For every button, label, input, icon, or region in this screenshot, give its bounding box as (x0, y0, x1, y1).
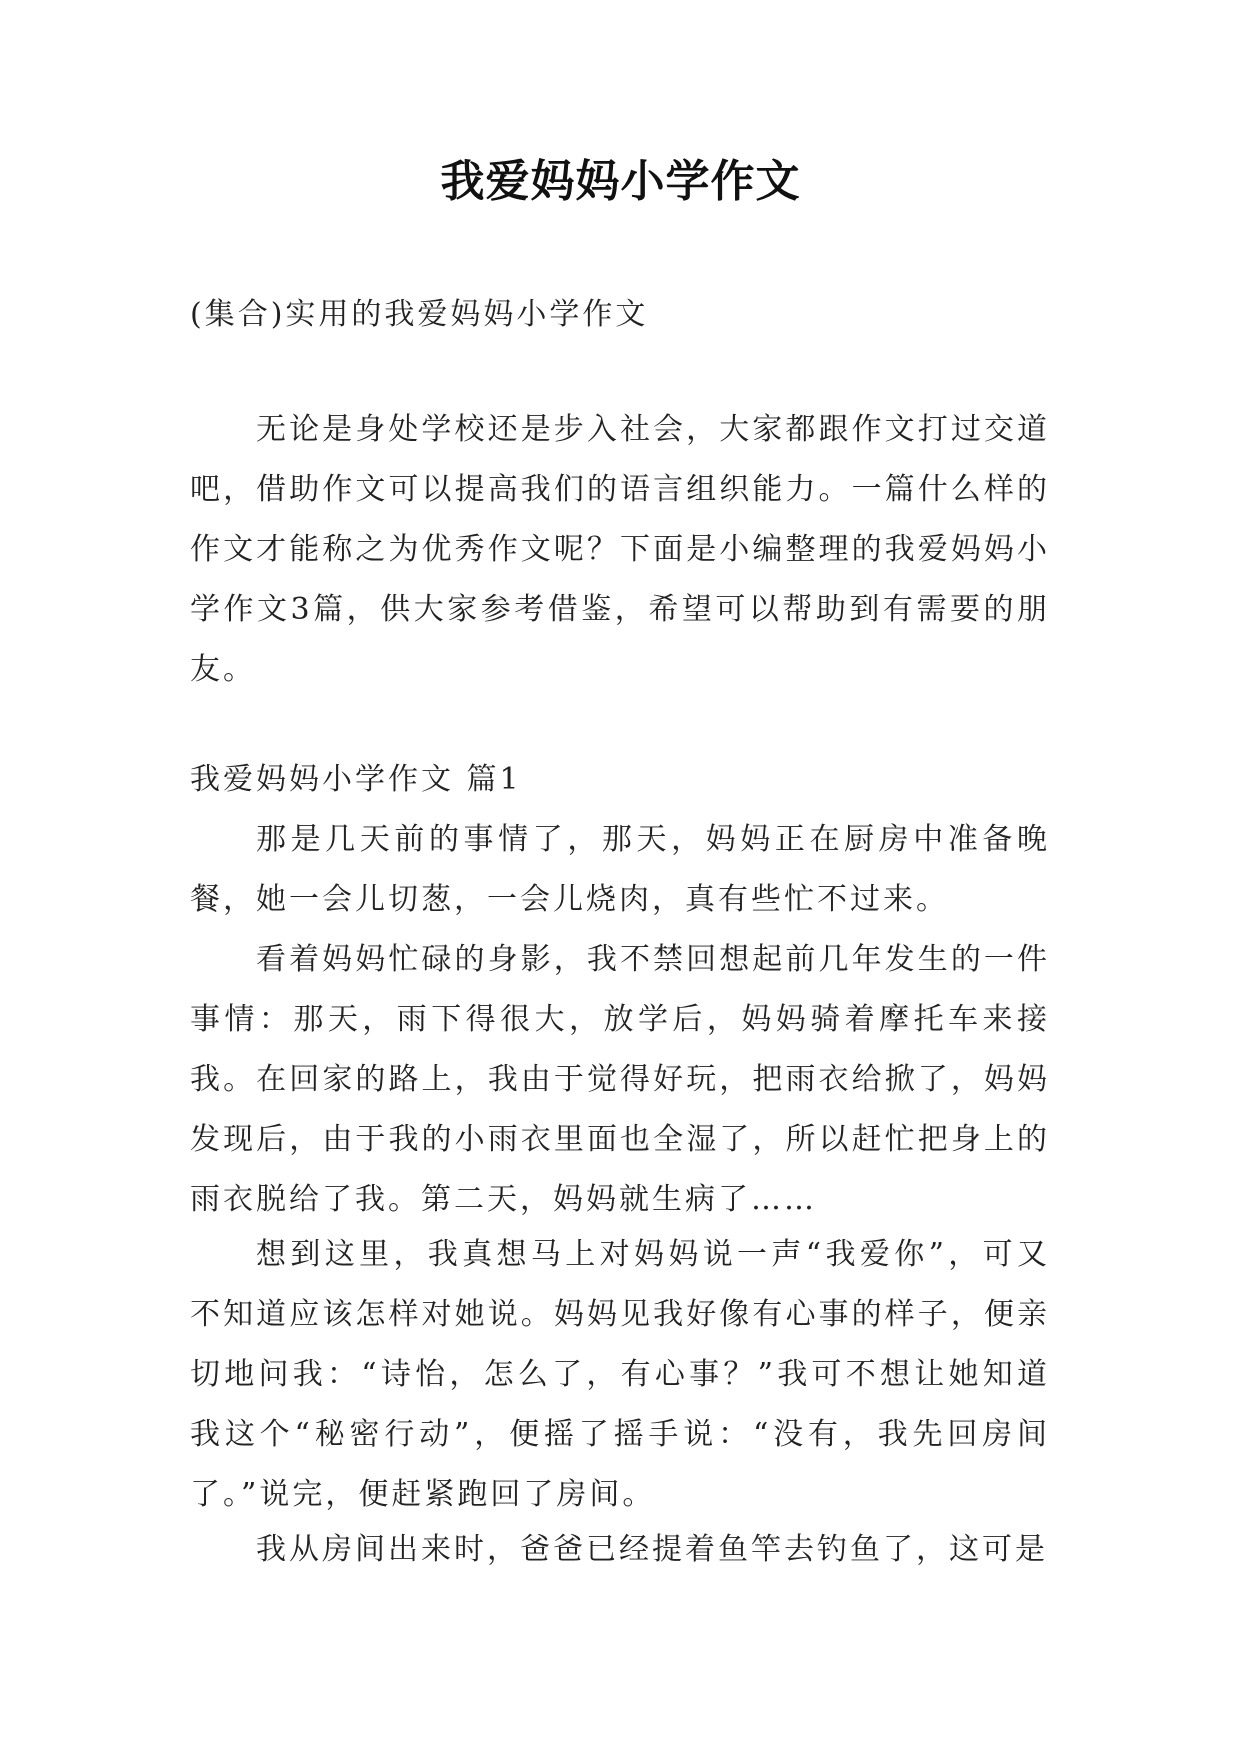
body-paragraph: 想到这里，我真想马上对妈妈说一声“我爱你”，可又不知道应该怎样对她说。妈妈见我好像有心事的样子，便亲切地问我：“诗怡，怎么了，有心事？”我可不想让她知道我这个“秘密行动”，便摇了摇手说：“没有，我先回房间了。”说完，便赶紧跑回了房间。 (190, 1237, 1050, 1512)
document-title: 我爱妈妈小学作文 (440, 156, 801, 207)
document-subtitle: (集合)实用的我爱妈妈小学作文 (190, 297, 649, 332)
body-paragraph: 那是几天前的事情了，那天，妈妈正在厨房中准备晚餐，她一会儿切葱，一会儿烧肉，真有些忙不过来。 (190, 822, 1050, 917)
intro-paragraph: 无论是身处学校还是步入社会，大家都跟作文打过交道吧，借助作文可以提高我们的语言组织能力。一篇什么样的作文才能称之为优秀作文呢？下面是小编整理的我爱妈妈小学作文3篇，供大家参考借鉴，希望可以帮助到有需要的朋友。 (190, 412, 1050, 687)
section-heading: 我爱妈妈小学作文 篇1 (190, 762, 522, 797)
body-paragraph: 看着妈妈忙碌的身影，我不禁回想起前几年发生的一件事情：那天，雨下得很大，放学后，妈妈骑着摩托车来接我。在回家的路上，我由于觉得好玩，把雨衣给掀了，妈妈发现后，由于我的小雨衣里面也全湿了，所以赶忙把身上的雨衣脱给了我。第二天，妈妈就生病了…… (190, 942, 1050, 1217)
body-paragraph: 我从房间出来时，爸爸已经提着鱼竿去钓鱼了，这可是 (256, 1532, 1048, 1567)
